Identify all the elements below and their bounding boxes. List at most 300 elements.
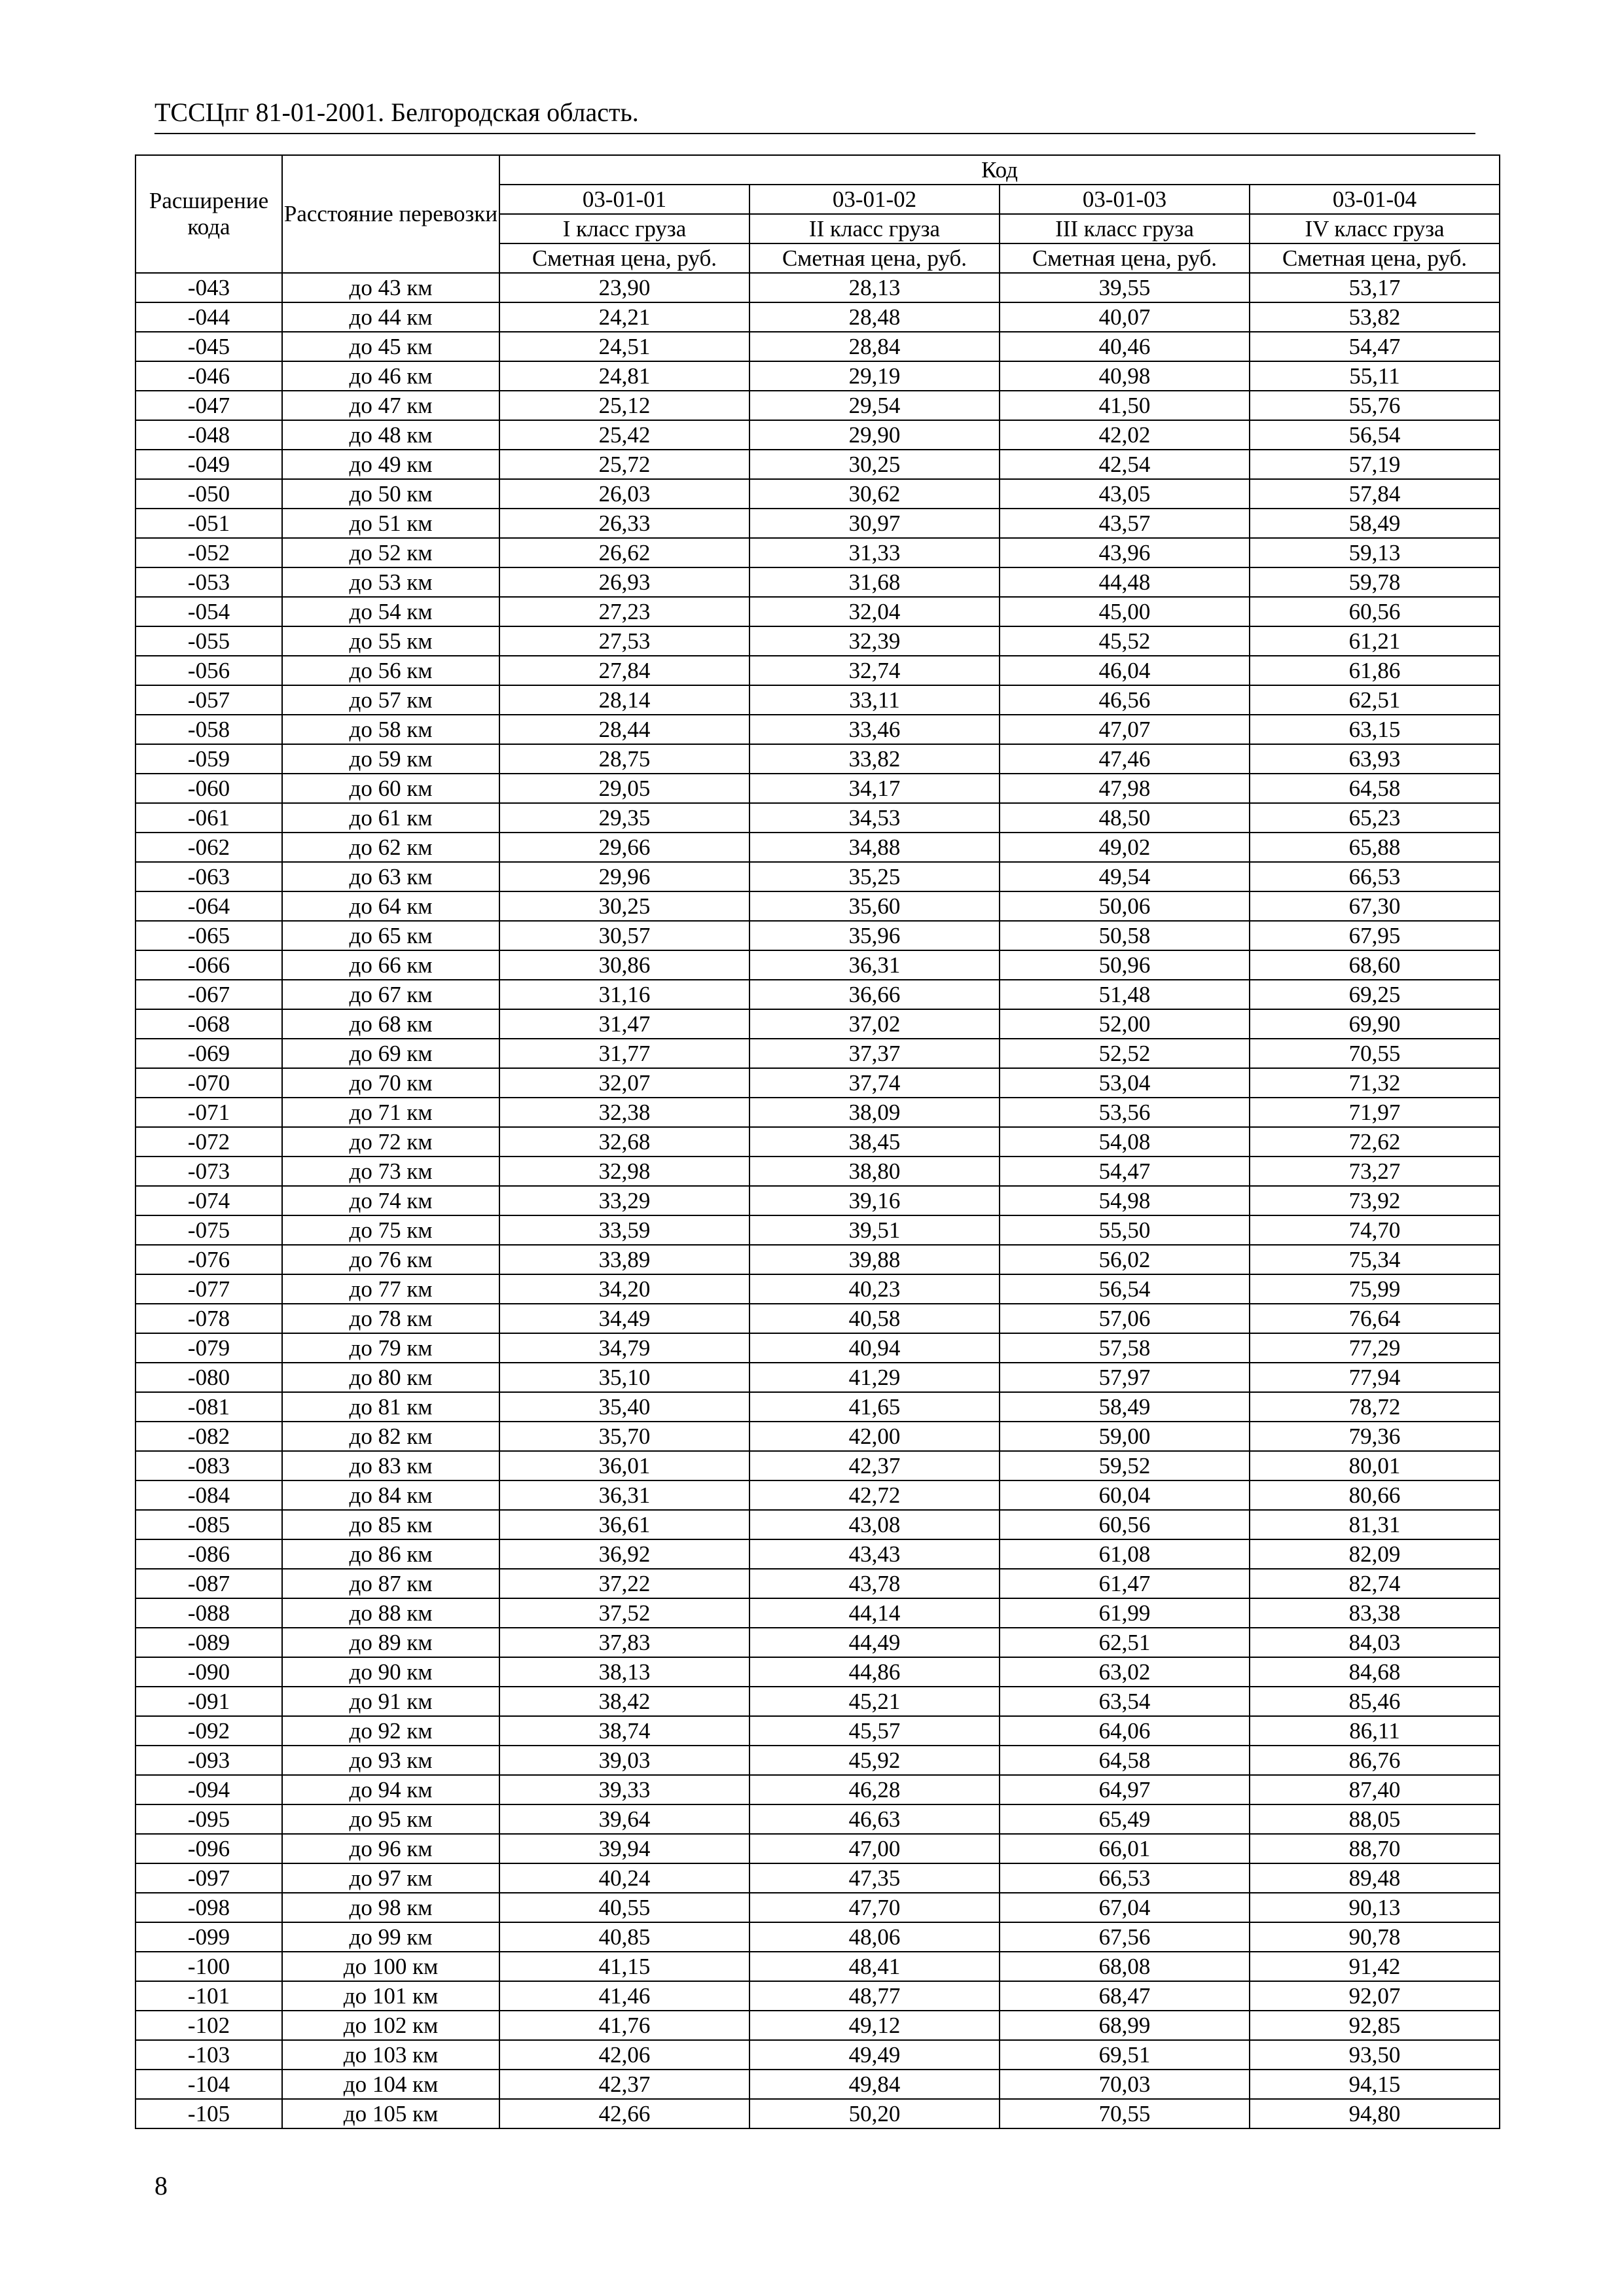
price-class-4-cell: 53,17 (1250, 273, 1500, 302)
code-extension-cell: -051 (135, 509, 282, 538)
price-class-4-cell: 80,01 (1250, 1451, 1500, 1480)
price-class-3-cell: 55,50 (1000, 1215, 1250, 1245)
price-class-1-cell: 29,05 (499, 774, 749, 803)
table-row (135, 1716, 1500, 1746)
distance-cell: до 57 км (282, 685, 499, 715)
code-extension-cell: -104 (135, 2070, 282, 2099)
price-class-3-cell: 49,02 (1000, 833, 1250, 862)
table-row (135, 950, 1500, 980)
price-class-4-cell: 61,86 (1250, 656, 1500, 685)
code-extension-cell: -093 (135, 1746, 282, 1775)
price-class-1-cell: 32,07 (499, 1068, 749, 1098)
price-class-2-cell: 44,49 (749, 1628, 1000, 1657)
price-class-1-cell: 27,84 (499, 656, 749, 685)
code-extension-cell: -077 (135, 1274, 282, 1304)
price-class-1-cell: 38,13 (499, 1657, 749, 1687)
distance-cell: до 43 км (282, 273, 499, 302)
price-class-3-cell: 49,54 (1000, 862, 1250, 891)
price-class-1-cell: 25,42 (499, 420, 749, 450)
distance-cell: до 88 км (282, 1598, 499, 1628)
table-row (135, 2070, 1500, 2099)
price-class-3-cell: 67,56 (1000, 1922, 1250, 1952)
price-class-1-cell: 39,94 (499, 1834, 749, 1863)
price-class-4-cell: 64,58 (1250, 774, 1500, 803)
table-row (135, 1127, 1500, 1157)
price-class-4-cell: 72,62 (1250, 1127, 1500, 1157)
price-class-2-cell: 40,23 (749, 1274, 1000, 1304)
price-class-2-cell: 38,09 (749, 1098, 1000, 1127)
code-extension-cell: -085 (135, 1510, 282, 1539)
price-class-1-cell: 29,66 (499, 833, 749, 862)
price-class-3-cell: 65,49 (1000, 1804, 1250, 1834)
price-class-4-cell: 65,23 (1250, 803, 1500, 833)
code-extension-cell: -059 (135, 744, 282, 774)
code-03-01-02: 03-01-02 (749, 185, 1000, 214)
price-class-3-cell: 61,08 (1000, 1539, 1250, 1569)
price-class-4-cell: 62,51 (1250, 685, 1500, 715)
cargo-class-2: II класс груза (749, 214, 1000, 243)
table-row (135, 450, 1500, 479)
price-class-2-cell: 43,78 (749, 1569, 1000, 1598)
price-class-3-cell: 70,03 (1000, 2070, 1250, 2099)
code-extension-cell: -048 (135, 420, 282, 450)
price-class-3-cell: 61,47 (1000, 1569, 1250, 1598)
price-class-4-cell: 56,54 (1250, 420, 1500, 450)
price-class-4-cell: 66,53 (1250, 862, 1500, 891)
price-class-1-cell: 23,90 (499, 273, 749, 302)
price-class-4-cell: 67,95 (1250, 921, 1500, 950)
distance-cell: до 80 км (282, 1363, 499, 1392)
distance-cell: до 71 км (282, 1098, 499, 1127)
price-class-3-cell: 47,46 (1000, 744, 1250, 774)
code-extension-cell: -086 (135, 1539, 282, 1569)
price-class-3-cell: 47,07 (1000, 715, 1250, 744)
distance-cell: до 82 км (282, 1422, 499, 1451)
table-row (135, 774, 1500, 803)
price-class-2-cell: 49,84 (749, 2070, 1000, 2099)
price-class-2-cell: 34,17 (749, 774, 1000, 803)
price-class-1-cell: 36,01 (499, 1451, 749, 1480)
price-class-3-cell: 64,06 (1000, 1716, 1250, 1746)
table-row (135, 2011, 1500, 2040)
price-class-2-cell: 47,35 (749, 1863, 1000, 1893)
price-class-2-cell: 30,62 (749, 479, 1000, 509)
cargo-class-3: III класс груза (1000, 214, 1250, 243)
code-extension-cell: -054 (135, 597, 282, 626)
price-class-1-cell: 34,20 (499, 1274, 749, 1304)
price-class-2-cell: 43,08 (749, 1510, 1000, 1539)
distance-cell: до 60 км (282, 774, 499, 803)
distance-cell: до 83 км (282, 1451, 499, 1480)
price-class-1-cell: 26,62 (499, 538, 749, 567)
code-extension-cell: -046 (135, 361, 282, 391)
price-class-1-cell: 36,92 (499, 1539, 749, 1569)
price-class-3-cell: 66,01 (1000, 1834, 1250, 1863)
price-class-3-cell: 70,55 (1000, 2099, 1250, 2128)
price-class-4-cell: 71,97 (1250, 1098, 1500, 1127)
price-label-2: Сметная цена, руб. (749, 243, 1000, 273)
price-class-1-cell: 37,83 (499, 1628, 749, 1657)
code-extension-cell: -076 (135, 1245, 282, 1274)
table-row (135, 1009, 1500, 1039)
price-label-4: Сметная цена, руб. (1250, 243, 1500, 273)
code-extension-cell: -078 (135, 1304, 282, 1333)
table-row (135, 656, 1500, 685)
price-class-3-cell: 39,55 (1000, 273, 1250, 302)
distance-cell: до 46 км (282, 361, 499, 391)
price-class-3-cell: 56,02 (1000, 1245, 1250, 1274)
price-class-2-cell: 29,90 (749, 420, 1000, 450)
table-row (135, 1157, 1500, 1186)
price-class-2-cell: 40,58 (749, 1304, 1000, 1333)
table-row (135, 626, 1500, 656)
price-class-3-cell: 62,51 (1000, 1628, 1250, 1657)
distance-cell: до 77 км (282, 1274, 499, 1304)
price-class-3-cell: 40,98 (1000, 361, 1250, 391)
table-row (135, 479, 1500, 509)
code-extension-cell: -053 (135, 567, 282, 597)
price-class-2-cell: 45,21 (749, 1687, 1000, 1716)
price-class-3-cell: 54,08 (1000, 1127, 1250, 1157)
distance-cell: до 91 км (282, 1687, 499, 1716)
price-class-1-cell: 42,37 (499, 2070, 749, 2099)
code-extension-cell: -075 (135, 1215, 282, 1245)
price-class-1-cell: 33,59 (499, 1215, 749, 1245)
price-class-3-cell: 64,97 (1000, 1775, 1250, 1804)
table-row (135, 862, 1500, 891)
code-extension-cell: -047 (135, 391, 282, 420)
price-class-4-cell: 59,13 (1250, 538, 1500, 567)
price-class-4-cell: 76,64 (1250, 1304, 1500, 1333)
distance-cell: до 93 км (282, 1746, 499, 1775)
price-class-3-cell: 57,97 (1000, 1363, 1250, 1392)
price-class-2-cell: 40,94 (749, 1333, 1000, 1363)
price-class-4-cell: 84,68 (1250, 1657, 1500, 1687)
distance-cell: до 63 км (282, 862, 499, 891)
table-body (135, 273, 1500, 2128)
distance-cell: до 81 км (282, 1392, 499, 1422)
price-class-4-cell: 90,78 (1250, 1922, 1500, 1952)
distance-cell: до 52 км (282, 538, 499, 567)
price-class-2-cell: 35,96 (749, 921, 1000, 950)
distance-cell: до 70 км (282, 1068, 499, 1098)
price-class-1-cell: 39,33 (499, 1775, 749, 1804)
price-class-3-cell: 61,99 (1000, 1598, 1250, 1628)
code-extension-cell: -081 (135, 1392, 282, 1422)
table-row (135, 302, 1500, 332)
price-class-3-cell: 59,00 (1000, 1422, 1250, 1451)
price-class-2-cell: 47,70 (749, 1893, 1000, 1922)
price-class-1-cell: 34,79 (499, 1333, 749, 1363)
code-extension-cell: -099 (135, 1922, 282, 1952)
price-class-2-cell: 33,11 (749, 685, 1000, 715)
code-extension-cell: -072 (135, 1127, 282, 1157)
price-class-4-cell: 92,07 (1250, 1981, 1500, 2011)
price-class-4-cell: 69,90 (1250, 1009, 1500, 1039)
code-extension-cell: -056 (135, 656, 282, 685)
price-class-3-cell: 43,05 (1000, 479, 1250, 509)
price-class-3-cell: 41,50 (1000, 391, 1250, 420)
distance-cell: до 64 км (282, 891, 499, 921)
table-row (135, 891, 1500, 921)
table-row (135, 1274, 1500, 1304)
table-row (135, 980, 1500, 1009)
price-class-2-cell: 45,92 (749, 1746, 1000, 1775)
price-class-1-cell: 27,23 (499, 597, 749, 626)
cargo-class-4: IV класс груза (1250, 214, 1500, 243)
table-row (135, 744, 1500, 774)
price-class-1-cell: 34,49 (499, 1304, 749, 1333)
price-class-4-cell: 87,40 (1250, 1775, 1500, 1804)
distance-cell: до 74 км (282, 1186, 499, 1215)
code-extension-cell: -101 (135, 1981, 282, 2011)
code-extension-cell: -070 (135, 1068, 282, 1098)
distance-cell: до 89 км (282, 1628, 499, 1657)
price-class-2-cell: 48,77 (749, 1981, 1000, 2011)
price-class-3-cell: 68,99 (1000, 2011, 1250, 2040)
table-row (135, 1804, 1500, 1834)
price-class-2-cell: 43,43 (749, 1539, 1000, 1569)
distance-cell: до 103 км (282, 2040, 499, 2070)
price-class-2-cell: 29,54 (749, 391, 1000, 420)
price-class-3-cell: 57,58 (1000, 1333, 1250, 1363)
price-class-1-cell: 28,75 (499, 744, 749, 774)
distance-cell: до 69 км (282, 1039, 499, 1068)
code-extension-cell: -049 (135, 450, 282, 479)
price-class-1-cell: 35,10 (499, 1363, 749, 1392)
price-class-1-cell: 32,38 (499, 1098, 749, 1127)
price-class-2-cell: 34,53 (749, 803, 1000, 833)
code-extension-cell: -063 (135, 862, 282, 891)
distance-cell: до 104 км (282, 2070, 499, 2099)
price-class-4-cell: 55,11 (1250, 361, 1500, 391)
price-class-3-cell: 67,04 (1000, 1893, 1250, 1922)
price-label-3: Сметная цена, руб. (1000, 243, 1250, 273)
price-class-1-cell: 37,52 (499, 1598, 749, 1628)
code-extension-cell: -094 (135, 1775, 282, 1804)
price-class-3-cell: 60,56 (1000, 1510, 1250, 1539)
table-row (135, 273, 1500, 302)
distance-cell: до 101 км (282, 1981, 499, 2011)
price-class-2-cell: 42,00 (749, 1422, 1000, 1451)
price-class-1-cell: 40,85 (499, 1922, 749, 1952)
price-class-1-cell: 32,98 (499, 1157, 749, 1186)
price-class-4-cell: 94,15 (1250, 2070, 1500, 2099)
table-row (135, 1422, 1500, 1451)
distance-cell: до 61 км (282, 803, 499, 833)
distance-cell: до 49 км (282, 450, 499, 479)
distance-cell: до 65 км (282, 921, 499, 950)
price-class-4-cell: 82,09 (1250, 1539, 1500, 1569)
price-class-1-cell: 38,74 (499, 1716, 749, 1746)
price-class-4-cell: 91,42 (1250, 1952, 1500, 1981)
price-class-4-cell: 67,30 (1250, 891, 1500, 921)
code-extension-cell: -080 (135, 1363, 282, 1392)
table-row (135, 1834, 1500, 1863)
distance-cell: до 98 км (282, 1893, 499, 1922)
price-class-1-cell: 39,03 (499, 1746, 749, 1775)
table-row (135, 803, 1500, 833)
price-class-1-cell: 35,40 (499, 1392, 749, 1422)
price-class-2-cell: 30,25 (749, 450, 1000, 479)
price-class-3-cell: 52,52 (1000, 1039, 1250, 1068)
distance-cell: до 96 км (282, 1834, 499, 1863)
price-table (135, 154, 1500, 2129)
price-class-3-cell: 52,00 (1000, 1009, 1250, 1039)
distance-cell: до 76 км (282, 1245, 499, 1274)
code-extension-cell: -089 (135, 1628, 282, 1657)
price-class-3-cell: 59,52 (1000, 1451, 1250, 1480)
price-class-1-cell: 26,93 (499, 567, 749, 597)
price-class-2-cell: 31,33 (749, 538, 1000, 567)
price-class-3-cell: 46,56 (1000, 685, 1250, 715)
price-class-4-cell: 53,82 (1250, 302, 1500, 332)
price-class-4-cell: 65,88 (1250, 833, 1500, 862)
distance-cell: до 86 км (282, 1539, 499, 1569)
price-class-2-cell: 45,57 (749, 1716, 1000, 1746)
price-class-1-cell: 40,24 (499, 1863, 749, 1893)
price-class-2-cell: 33,46 (749, 715, 1000, 744)
table-row (135, 921, 1500, 950)
price-class-3-cell: 47,98 (1000, 774, 1250, 803)
code-extension-cell: -100 (135, 1952, 282, 1981)
code-extension-cell: -084 (135, 1480, 282, 1510)
price-class-4-cell: 94,80 (1250, 2099, 1500, 2128)
price-class-3-cell: 50,96 (1000, 950, 1250, 980)
distance-cell: до 79 км (282, 1333, 499, 1363)
price-class-2-cell: 48,41 (749, 1952, 1000, 1981)
code-extension-cell: -102 (135, 2011, 282, 2040)
price-class-2-cell: 37,37 (749, 1039, 1000, 1068)
table-row (135, 715, 1500, 744)
code-extension-cell: -058 (135, 715, 282, 744)
distance-cell: до 73 км (282, 1157, 499, 1186)
code-extension-cell: -079 (135, 1333, 282, 1363)
code-extension-cell: -043 (135, 273, 282, 302)
price-class-1-cell: 28,14 (499, 685, 749, 715)
price-class-1-cell: 33,29 (499, 1186, 749, 1215)
price-class-3-cell: 69,51 (1000, 2040, 1250, 2070)
code-extension-cell: -065 (135, 921, 282, 950)
price-class-1-cell: 28,44 (499, 715, 749, 744)
table-row (135, 1539, 1500, 1569)
table-row (135, 1304, 1500, 1333)
distance-cell: до 66 км (282, 950, 499, 980)
price-class-1-cell: 33,89 (499, 1245, 749, 1274)
price-class-3-cell: 45,00 (1000, 597, 1250, 626)
price-class-4-cell: 86,11 (1250, 1716, 1500, 1746)
price-class-2-cell: 42,37 (749, 1451, 1000, 1480)
price-class-4-cell: 77,94 (1250, 1363, 1500, 1392)
price-class-2-cell: 41,65 (749, 1392, 1000, 1422)
price-class-4-cell: 57,19 (1250, 450, 1500, 479)
distance-cell: до 99 км (282, 1922, 499, 1952)
table-row (135, 1863, 1500, 1893)
page-number: 8 (154, 2171, 168, 2200)
price-class-1-cell: 35,70 (499, 1422, 749, 1451)
table-row (135, 1952, 1500, 1981)
price-class-4-cell: 93,50 (1250, 2040, 1500, 2070)
distance-cell: до 51 км (282, 509, 499, 538)
table-row (135, 685, 1500, 715)
table-row (135, 1922, 1500, 1952)
price-class-4-cell: 68,60 (1250, 950, 1500, 980)
distance-cell: до 78 км (282, 1304, 499, 1333)
price-class-2-cell: 37,74 (749, 1068, 1000, 1098)
distance-cell: до 87 км (282, 1569, 499, 1598)
code-03-01-04: 03-01-04 (1250, 185, 1500, 214)
price-class-2-cell: 46,28 (749, 1775, 1000, 1804)
price-class-4-cell: 63,93 (1250, 744, 1500, 774)
price-class-1-cell: 37,22 (499, 1569, 749, 1598)
distance-cell: до 105 км (282, 2099, 499, 2128)
price-class-4-cell: 81,31 (1250, 1510, 1500, 1539)
price-class-3-cell: 63,02 (1000, 1657, 1250, 1687)
table-row (135, 1510, 1500, 1539)
price-class-2-cell: 50,20 (749, 2099, 1000, 2128)
distance-cell: до 50 км (282, 479, 499, 509)
distance-cell: до 92 км (282, 1716, 499, 1746)
distance-cell: до 68 км (282, 1009, 499, 1039)
price-class-4-cell: 74,70 (1250, 1215, 1500, 1245)
code-extension-cell: -060 (135, 774, 282, 803)
table-row (135, 1245, 1500, 1274)
code-extension-cell: -103 (135, 2040, 282, 2070)
price-class-2-cell: 47,00 (749, 1834, 1000, 1863)
price-class-2-cell: 39,16 (749, 1186, 1000, 1215)
table-row (135, 1451, 1500, 1480)
price-class-4-cell: 88,05 (1250, 1804, 1500, 1834)
table-row (135, 1598, 1500, 1628)
price-class-3-cell: 54,98 (1000, 1186, 1250, 1215)
distance-cell: до 62 км (282, 833, 499, 862)
price-class-2-cell: 32,74 (749, 656, 1000, 685)
price-class-1-cell: 24,81 (499, 361, 749, 391)
table-row (135, 1333, 1500, 1363)
code-03-01-01: 03-01-01 (499, 185, 749, 214)
table-head (135, 155, 1500, 273)
price-class-4-cell: 61,21 (1250, 626, 1500, 656)
price-class-1-cell: 30,86 (499, 950, 749, 980)
price-class-4-cell: 88,70 (1250, 1834, 1500, 1863)
price-class-4-cell: 79,36 (1250, 1422, 1500, 1451)
price-class-2-cell: 32,39 (749, 626, 1000, 656)
code-extension-cell: -097 (135, 1863, 282, 1893)
table-row (135, 420, 1500, 450)
table-row (135, 538, 1500, 567)
code-extension-cell: -105 (135, 2099, 282, 2128)
code-extension-cell: -095 (135, 1804, 282, 1834)
distance-cell: до 53 км (282, 567, 499, 597)
price-class-1-cell: 31,47 (499, 1009, 749, 1039)
price-class-3-cell: 54,47 (1000, 1157, 1250, 1186)
price-class-2-cell: 36,31 (749, 950, 1000, 980)
price-class-4-cell: 75,34 (1250, 1245, 1500, 1274)
price-class-1-cell: 39,64 (499, 1804, 749, 1834)
cargo-class-1: I класс груза (499, 214, 749, 243)
price-class-1-cell: 29,96 (499, 862, 749, 891)
price-class-2-cell: 33,82 (749, 744, 1000, 774)
price-class-4-cell: 83,38 (1250, 1598, 1500, 1628)
price-class-4-cell: 84,03 (1250, 1628, 1500, 1657)
code-extension-cell: -066 (135, 950, 282, 980)
col-header-code-extension: Расширение кода (135, 155, 282, 273)
table-row (135, 1215, 1500, 1245)
table-row (135, 833, 1500, 862)
distance-cell: до 90 км (282, 1657, 499, 1687)
price-class-1-cell: 41,46 (499, 1981, 749, 2011)
price-class-4-cell: 92,85 (1250, 2011, 1500, 2040)
